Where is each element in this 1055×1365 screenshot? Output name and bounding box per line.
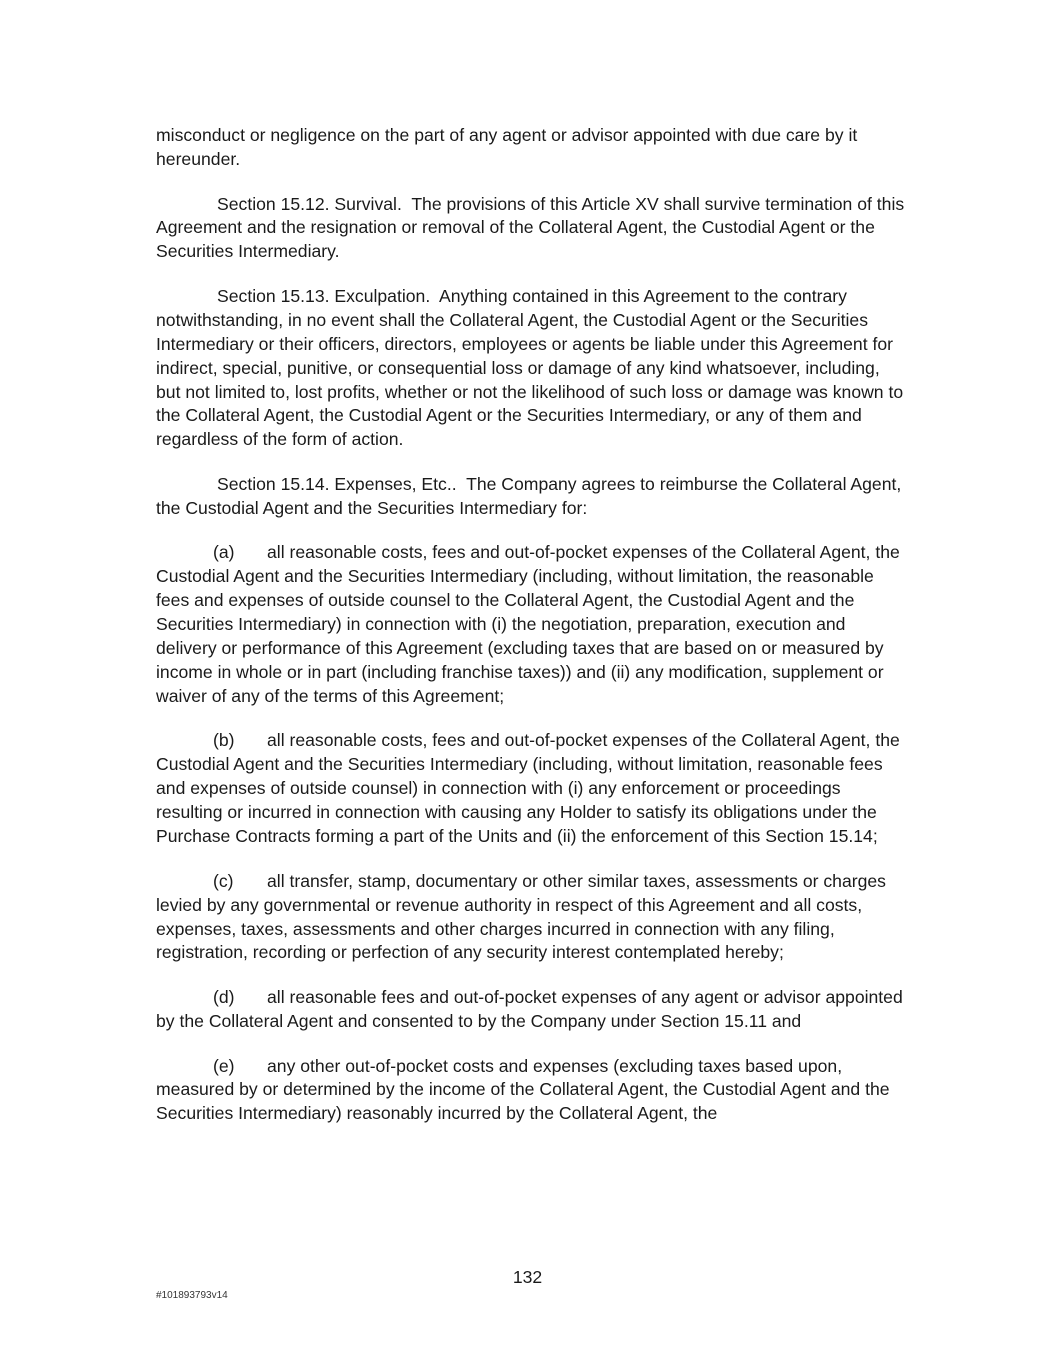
page-number: 132 bbox=[512, 1267, 543, 1287]
list-item-c bbox=[156, 870, 906, 966]
item-label: (c) bbox=[213, 870, 234, 891]
list-item-a bbox=[156, 541, 906, 708]
section-heading: Section 15.12. Survival. bbox=[217, 193, 402, 214]
item-label: (a) bbox=[213, 542, 235, 563]
document-body bbox=[156, 124, 906, 1147]
section-15-14 bbox=[156, 473, 906, 521]
item-label: (b) bbox=[213, 730, 235, 751]
section-heading: Section 15.14. Expenses, Etc.. bbox=[217, 473, 457, 494]
section-15-13 bbox=[156, 285, 906, 452]
section-15-12 bbox=[156, 193, 906, 265]
item-text: all transfer, stamp, documentary or other similar taxes, assessments or charges levied by any governmental or revenue authority in respect of this Agreement and all costs, expenses, taxes, assessments and other charges incurred in connection with any filing, registration, recording or perfection of any security interest contemplated hereby; bbox=[156, 870, 886, 963]
item-text: all reasonable costs, fees and out-of-pocket expenses of the Collateral Agent, the Custodial Agent and the Securities Intermediary (including, without limitation, the reasonable fees and expenses of outside counsel to the Collateral Agent, the Custodial Agent and the Securities Intermediary) in connection with (i) the negotiation, preparation, execution and delivery or performance of this Agreement (excluding taxes that are based on or measured by income in whole or in part (including franchise taxes)) and (ii) any modification, supplement or waiver of any of the terms of this Agreement; bbox=[156, 542, 900, 706]
section-heading: Section 15.13. Exculpation. bbox=[217, 285, 431, 306]
item-text: any other out-of-pocket costs and expenses (excluding taxes based upon, measured by or determined by the income of the Collateral Agent, the Custodial Agent and the Securities Intermediary) reasonably incurred by the Collateral Agent, the bbox=[156, 1055, 890, 1124]
item-label: (e) bbox=[213, 1055, 235, 1076]
item-text: all reasonable costs, fees and out-of-pocket expenses of the Collateral Agent, the Custodial Agent and the Securities Intermediary (including, without limitation, reasonable fees and expenses of outside counsel) in connection with (i) any enforcement or proceedings resulting or incurred in connection with causing any Holder to satisfy its obligations under the Purchase Contracts forming a part of the Units and (ii) the enforcement of this Section 15.14; bbox=[156, 730, 900, 847]
list-item-e bbox=[156, 1055, 906, 1127]
item-label: (d) bbox=[213, 987, 235, 1007]
document-id: #101893793v14 bbox=[156, 1290, 228, 1301]
section-text: Anything contained in this Agreement to the contrary notwithstanding, in no event shall the Collateral Agent, the Custodial Agent or the Securities Intermediary or their officers, directors, employees or agents be liable under this Agreement for indirect, special, punitive, or consequential loss or damage of any kind whatsoever, including, but not limited to, lost profits, whether or not the likelihood of such loss or damage was known to the Collateral Agent, the Custodial Agent or the Securities Intermediary, or any of them and regardless of the form of action. bbox=[156, 285, 904, 450]
section-text: The provisions of this Article XV shall survive termination of this Agreement and the resignation or removal of the Collateral Agent, the Custodial Agent or the Securities Intermediary. bbox=[156, 193, 905, 262]
section-text: The Company agrees to reimburse the Collateral Agent, the Custodial Agent and the Securities Intermediary for: bbox=[156, 473, 902, 518]
list-item-b bbox=[156, 729, 906, 849]
continuation-paragraph: misconduct or negligence on the part of any agent or advisor appointed with due care by it hereunder. bbox=[156, 125, 858, 169]
list-item-d bbox=[156, 986, 906, 1034]
item-text: all reasonable fees and out-of-pocket expenses of any agent or advisor appointed by the Collateral Agent and consented to by the Company under Section 15.11 and bbox=[156, 987, 903, 1031]
